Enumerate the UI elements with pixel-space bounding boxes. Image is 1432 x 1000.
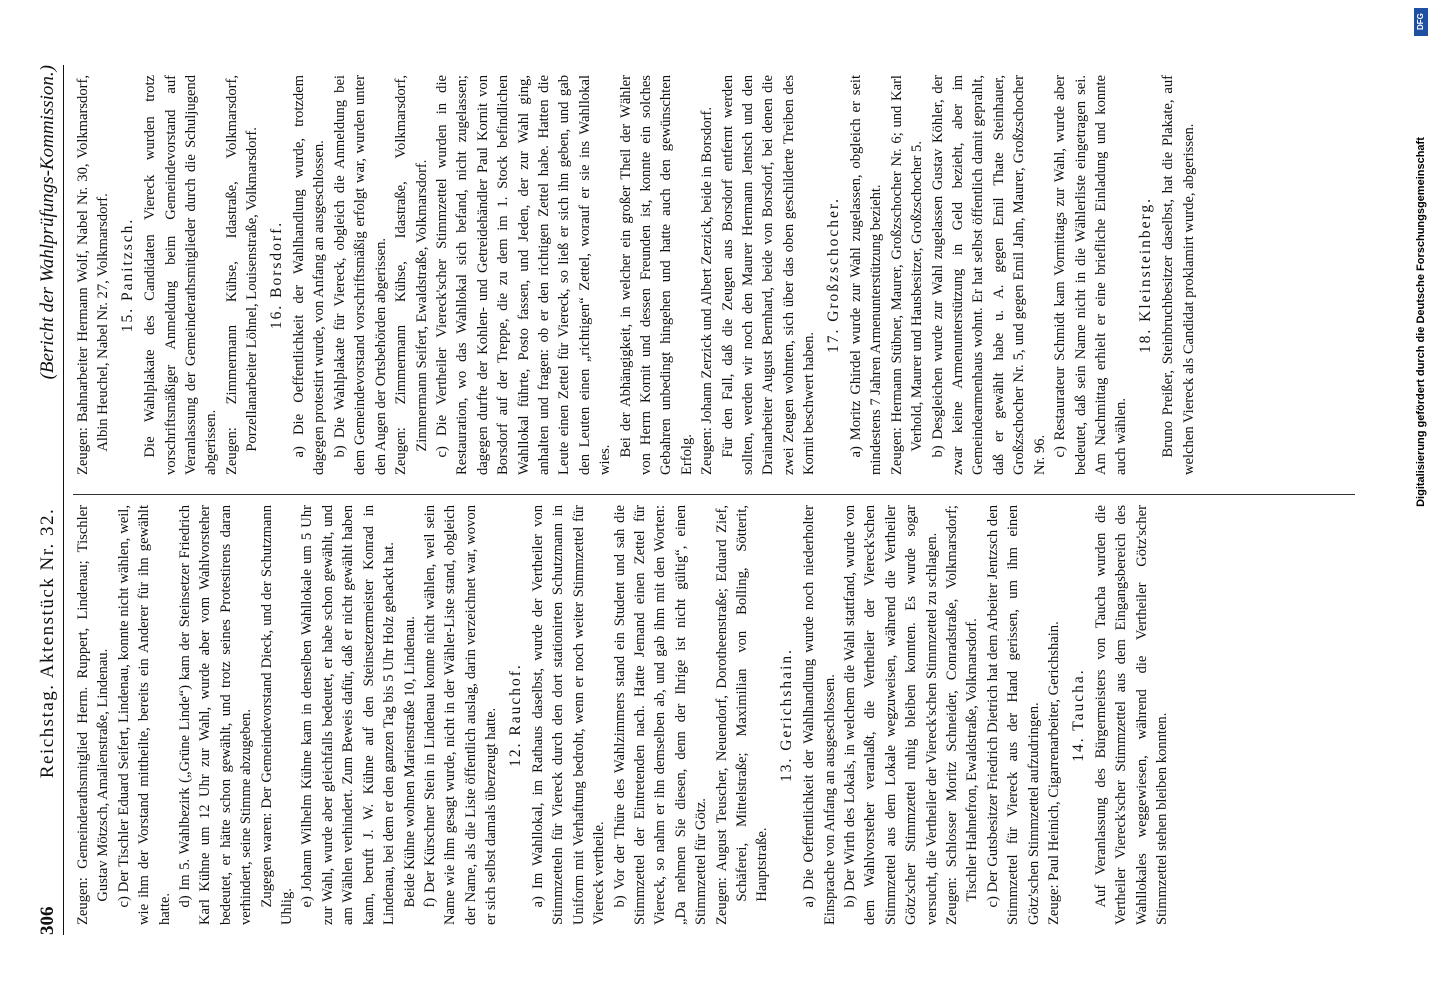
- paragraph: Auf Veranlassung des Bürgermeisters von Taucha wurden die Vertheiler Viereck'scher Stimmzettel aus dem Eingangsbereich des Wahllokales weggewiesen, während die Vertheiler Götz'scher Stimmzettel stehen bleiben konnten.: [1092, 505, 1171, 925]
- header-title: Reichstag. Aktenstück Nr. 32.: [37, 507, 58, 779]
- digitization-strip: [1410, 0, 1432, 1000]
- paragraph: b) Vor der Thüre des Wahlzimmers stand ein Student und sah die Stimmzettel der Eintretenden nach. Hatte Jemand einen Zettel für Viereck, so nahm er ihn demselben ab, und gab ihm mit den Worten: „Da nehmen Sie diesen, denn der Ihrige ist nicht gültig“, einen Stimmzettel für Götz.: [611, 505, 710, 925]
- paragraph: Für den Fall, daß die Zeugen aus Borsdorf entfernt werden sollten, werden wir noch den Maurer Hermann Jentsch und den Drainarbeiter August Bernhard, beide von Borsdorf, bei denen die zwei Zeugen wohnten, sich über das oben geschilderte Treiben des Kornit beschwert haben.: [719, 75, 818, 475]
- section-heading: 14. Taucha.: [1069, 668, 1087, 762]
- paragraph: Zugegen waren: Der Gemeindevorstand Dieck, und der Schutzmann Uhlig.: [258, 505, 296, 925]
- paragraph: c) Die Vertheiler Viereck'scher Stimmzettel wurden in die Restauration, wo das Wahllokal sich befand, nicht zugelassen; dagegen durfte der Kohlen- und Getreidehändler Paul Kornit von Borsdorf auf der Treppe, die zu dem im 1. Stock befindlichen Wahllokal führte, Posto fassen, und Jeden, der zur Wahl ging, anhalten und fragen: ob er den richtigen Zettel habe. Hatten die Leute einen Zettel für Viereck, so ließ er sich ihn geben, und gab den Leuten einen „richtigen“ Zettel, worauf er sie ins Wahllokal wies.: [433, 75, 614, 475]
- section-heading: 15. Panitzsch.: [118, 217, 136, 333]
- header-rule: [63, 65, 64, 935]
- section-heading: 12. Rauchof.: [506, 663, 524, 767]
- paragraph: a) Die Oeffentlichkeit der Wahlhandlung wurde, trotzdem dagegen protestirt wurde, von Anfang an ausgeschlossen.: [291, 75, 328, 475]
- right-column: [73, 75, 1375, 475]
- witness-list: Zeugen: Hermann Stübner, Maurer, Großzschocher Nr. 6; und Karl Verhold, Maurer und Hausbesitzer, Großzschocher 5.: [888, 75, 926, 475]
- witness-list: Zeugen: Zimmermann Kühse, Idastraße, Volkmarsdorf, Zimmermann Seifert, Ewaldstraße, Volkmarsdorf.: [393, 75, 430, 475]
- scanned-page: [25, 35, 1385, 965]
- paragraph: a) Die Oeffentlichkeit der Wahlhandlung wurde noch niederholter Einsprache von Anfang an ausgeschlossen.: [801, 505, 838, 925]
- witness-list: Zeugen: August Teuscher, Neuendorf, Dorotheenstraße; Eduard Zief, Schäferei, Mittelstraße; Maximilian von Bolling, Sötterit, Hauptstraße.: [713, 505, 771, 925]
- page-number: 306: [37, 906, 58, 935]
- witness-list: Zeugen: Zimmermann Kühse, Idastraße, Volkmarsdorf, Porzellanarbeiter Löhnel, Louisenstraße, Volkmarsdorf.: [223, 75, 261, 475]
- header-subtitle: (Bericht der Wahlprüfungs-Kommission.): [37, 65, 58, 380]
- paragraph: Beide Kühne wohnen Marienstraße 10, Lindenau.: [401, 616, 418, 908]
- paragraph: a) Moritz Ghirdel wurde zur Wahl zugelassen, obgleich er seit mindestens 7 Jahren Armenunterstützung bezieht.: [848, 75, 885, 475]
- section-heading: 16. Borsdorf.: [267, 220, 285, 330]
- witness-list: Zeuge: Paul Heinich, Cigarrenarbeiter, Gerichshain.: [1046, 621, 1063, 925]
- witness-list: Zeugen: Gemeinderathsmitglied Herm. Ruppert, Lindenau; Tischler Gustav Mötzsch, Amalienstraße, Lindenau.: [75, 505, 112, 925]
- paragraph: d) Im 5. Wahlbezirk („Grüne Linde“) kam der Steinsetzer Friedrich Karl Kühne um 12 Uhr zur Wahl, wurde aber vom Wahlvorsteher bedeutet, er hätte schon gewählt, und trotz seines Protestirens daran verhindert, seine Stimme abzugeben.: [177, 505, 255, 925]
- page-header: [35, 65, 61, 935]
- column-divider: [73, 494, 1355, 495]
- paragraph: b) Die Wahlplakate für Viereck, obgleich die Anmeldung bei dem Gemeindevorstand vorschriftsmäßig erfolgt war, wurden unter den Augen der Ortsbehörden abgerissen.: [331, 75, 389, 475]
- witness-list: Zeugen: Schlosser Moritz Schneider, Conradstraße, Volkmarsdorf; Tischler Hahnefron, Ewaldstraße, Volkmarsdorf.: [944, 505, 981, 925]
- section-heading: 18. Kleinsteinberg.: [1136, 196, 1154, 354]
- digitization-notice: Digitalisierung gefördert durch die Deutsche Forschungsgemeinschaft: [1415, 137, 1427, 507]
- paragraph: e) Johann Wilhelm Kühne kam in denselben Wahllokale um 5 Uhr zur Wahl, wurde aber gleichfalls bedeutet, er habe schon gewählt, und am Wählen verhindert. Zum Beweis dafür, daß er nicht gewählt haben kann, beruft J. W. Kühne auf den Steinsetzermeister Konrad in Lindenau, bei dem er den ganzen Tag bis 5 Uhr Holz gehackt hat.: [299, 505, 398, 925]
- witness-list: Zeugen: Johann Zerzick und Albert Zerzick, beide in Borsdorf.: [699, 107, 716, 475]
- section-heading: 17. Großzschocher.: [824, 196, 842, 354]
- paragraph: b) Der Wirth des Lokals, in welchem die Wahl stattfand, wurde von dem Wahlvorsteher veranlaßt, die Vertheiler der Viereck'schen Stimmzettel aus dem Lokale wegzuweisen, während die Vertheiler Götz'scher Stimmzettel ruhig bleiben konnten. Es wurde sogar versucht, die Vertheiler der Viereck'schen Stimmzettel zu schlagen.: [842, 505, 940, 925]
- paragraph: Bruno Preißer, Steinbruchbesitzer daselbst, hat die Plakate, auf welchen Viereck als Candidat proklamirt wurde, abgerissen.: [1160, 75, 1197, 475]
- paragraph: c) Restaurateur Schmidt kam Vormittags zur Wahl, wurde aber bedeutet, daß sein Name nicht in die Wählerliste eingetragen sei. Am Nachmittag erhielt er eine briefliche Einladung und konnte auch wählen.: [1052, 75, 1130, 475]
- paragraph: c) Der Gutsbesitzer Friedrich Dietrich hat dem Arbeiter Jentzsch den Stimmzettel für Viereck aus der Hand gerissen, um ihm einen Götz'schen Stimmzettel aufzudringen.: [984, 505, 1042, 925]
- paragraph: Die Wahlplakate des Candidaten Viereck wurden trotz vorschriftsmäßiger Anmeldung beim Gemeindevorstand auf Veranlassung der Gemeinderathsmitglieder durch die Schuljugend abgerissen.: [142, 75, 220, 475]
- paragraph: a) Im Wahllokal, im Rathaus daselbst, wurde der Vertheiler von Stimmzetteln für Viereck durch den dort stationirten Schutzmann in Uniform mit Verhaftung bedroht, wenn er noch weiter Stimmzettel für Viereck vertheile.: [529, 505, 608, 925]
- left-column: [73, 505, 1375, 925]
- paragraph: b) Desgleichen wurde zur Wahl zugelassen Gustav Köhler, der zwar keine Armenunterstützung in Geld bezieht, aber im Gemeindearmenhaus wohnt. Er hat selbst öffentlich damit geprahlt, daß er gewählt habe u. A. gegen Emil Thate Steinhauer, Großzschocher Nr. 5, und gegen Emil Jahn, Maurer, Großzschocher Nr. 96.: [929, 75, 1048, 475]
- paragraph: f) Der Kürschner Stein in Lindenau konnte nicht wählen, weil sein Name wie ihm gesagt wurde, nicht in der Wähler-Liste stand, obgleich der Name, als die Liste öffentlich auslag, darin verzeichnet war, wovon er sich selbst damals überzeugt hatte.: [421, 505, 500, 925]
- paragraph: c) Der Tischler Eduard Seifert, Lindenau, konnte nicht wählen, weil, wie ihm der Vorstand mittheilte, bereits ein Anderer für ihn gewählt hatte.: [115, 505, 173, 925]
- paragraph: Bei der Abhängigkeit, in welcher ein großer Theil der Wähler von Herrn Kornit und dessen Freunden ist, konnte ein solches Gebahren unbedingt hingehen und hatte auch den gewünschten Erfolg.: [617, 75, 695, 475]
- witness-list: Zeugen: Bahnarbeiter Hermann Wolf, Nabel Nr. 30, Volkmarsdorf, Albin Heuchel, Nabel Nr. 27, Volkmarsdorf.: [75, 75, 112, 475]
- dfg-logo: DFG: [1414, 8, 1428, 36]
- section-heading: 13. Gerichshain.: [777, 648, 795, 783]
